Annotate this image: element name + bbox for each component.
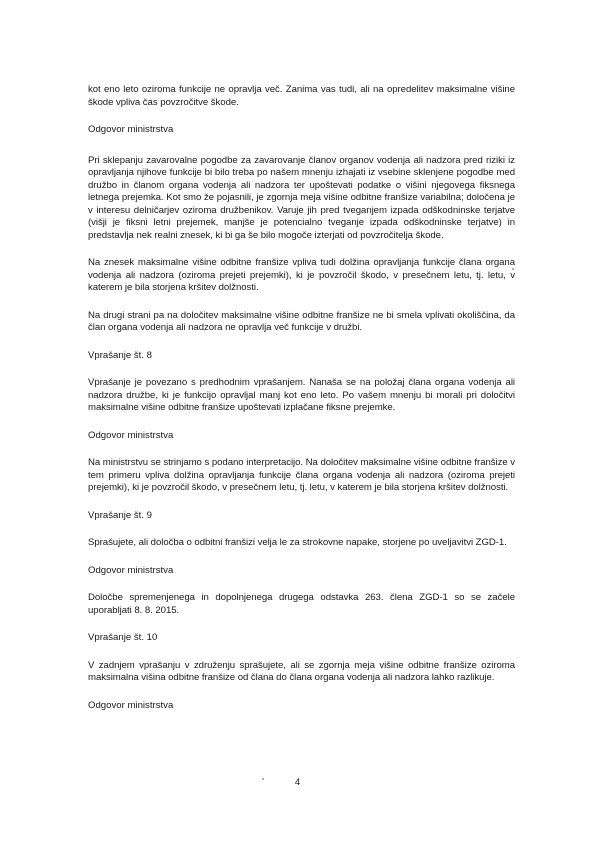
- heading-question-9: Vprašanje št. 9: [88, 509, 152, 521]
- paragraph-insurance-contract: Pri sklepanju zavarovalne pogodbe za zavarovanje članov organov vodenja ali nadzora pred riziki iz opravljanja njihove funkcije bi bilo treba po našem mnenju izhajati iz vsebine sklenjene pogodbe med družbo in članom organa vodenja ali nadzora ter upoštevati podatke o višini njegovega fiksnega letnega prejemka. Kot smo že pojasnili, je zgornja meja višine odbitne franšize variabilna; določena je v interesu delničarjev oziroma družbenikov. Varuje jih pred tveganjem izpada odškodninske terjatve (višji je fiksni letni prejemek, manjše je potencialno tveganje izpada odškodninske terjatve) in predstavlja nek realni znesek, ki bi ga še bilo mogoče izterjati od povzročitelja škode.: [88, 154, 515, 241]
- heading-ministry-answer: Odgovor ministrstva: [88, 124, 174, 135]
- paragraph-answer-8: Na ministrstvu se strinjamo s podano interpretacijo. Na določitev maksimalne višine odbitne franšize v tem primeru vpliva dolžina opravljanja funkcije člana organa vodenja ali nadzora (oziroma prejeti prejemki), ki je povzročil škodo, v presečnem letu, tj. letu, v katerem je bila storjena kršitev dolžnosti.: [88, 457, 515, 493]
- paragraph-question-10: V zadnjem vprašanju v združenju sprašujete, ali se zgornja meja višine odbitne franšize oziroma maksimalna višina odbitne franšize od člana do člana organa vodenja ali nadzora lahko razlikuje.: [88, 659, 515, 683]
- page-body: [88, 84, 515, 712]
- paragraph-other-side: Na drugi strani pa na določitev maksimalne višine odbitne franšize ne bi smela vplivati okoliščina, da član organa vodenja ali nadzora ne opravlja več funkcije v družbi.: [88, 309, 515, 333]
- paragraph-max-amount: Na znesek maksimalne višine odbitne franšize vpliva tudi dolžina opravljanja funkcije člana organa vodenja ali nadzora (oziroma prejeti prejemki), ki je povzročil škodo, v presečnem letu, tj. letu, v katerem je bila storjena kršitev dolžnosti.: [88, 257, 515, 293]
- page-number: 4: [294, 777, 301, 788]
- paragraph-question-8: Vprašanje je povezano s predhodnim vprašanjem. Nanaša se na položaj člana organa vodenja ali nadzora družbe, ki je funkcijo opravljal manj kot eno leto. Po vašem mnenju bi morali pri določitvi maksimalne višine odbitne franšize upoštevati izplačane fiksne prejemke.: [88, 377, 515, 413]
- heading-ministry-answer: Odgovor ministrstva: [88, 564, 174, 576]
- paragraph-continuation: kot eno leto oziroma funkcije ne opravlja več. Zanima vas tudi, ali na opredelitev maksimalne višine škode vpliva čas povzročitve škode.: [88, 84, 515, 108]
- heading-ministry-answer: Odgovor ministrstva: [88, 699, 174, 711]
- heading-question-8: Vprašanje št. 8: [88, 349, 152, 361]
- scan-speck: [512, 268, 514, 270]
- paragraph-question-9: Sprašujete, ali določba o odbitni franšizi velja le za strokovne napake, storjene po uveljavitvi ZGD-1.: [88, 537, 507, 548]
- heading-ministry-answer: Odgovor ministrstva: [88, 429, 174, 441]
- paragraph-answer-9: Določbe spremenjenega in dopolnjenega drugega odstavka 263. člena ZGD-1 so se začele uporabljati 8. 8. 2015.: [88, 592, 515, 616]
- heading-question-10: Vprašanje št. 10: [88, 632, 158, 643]
